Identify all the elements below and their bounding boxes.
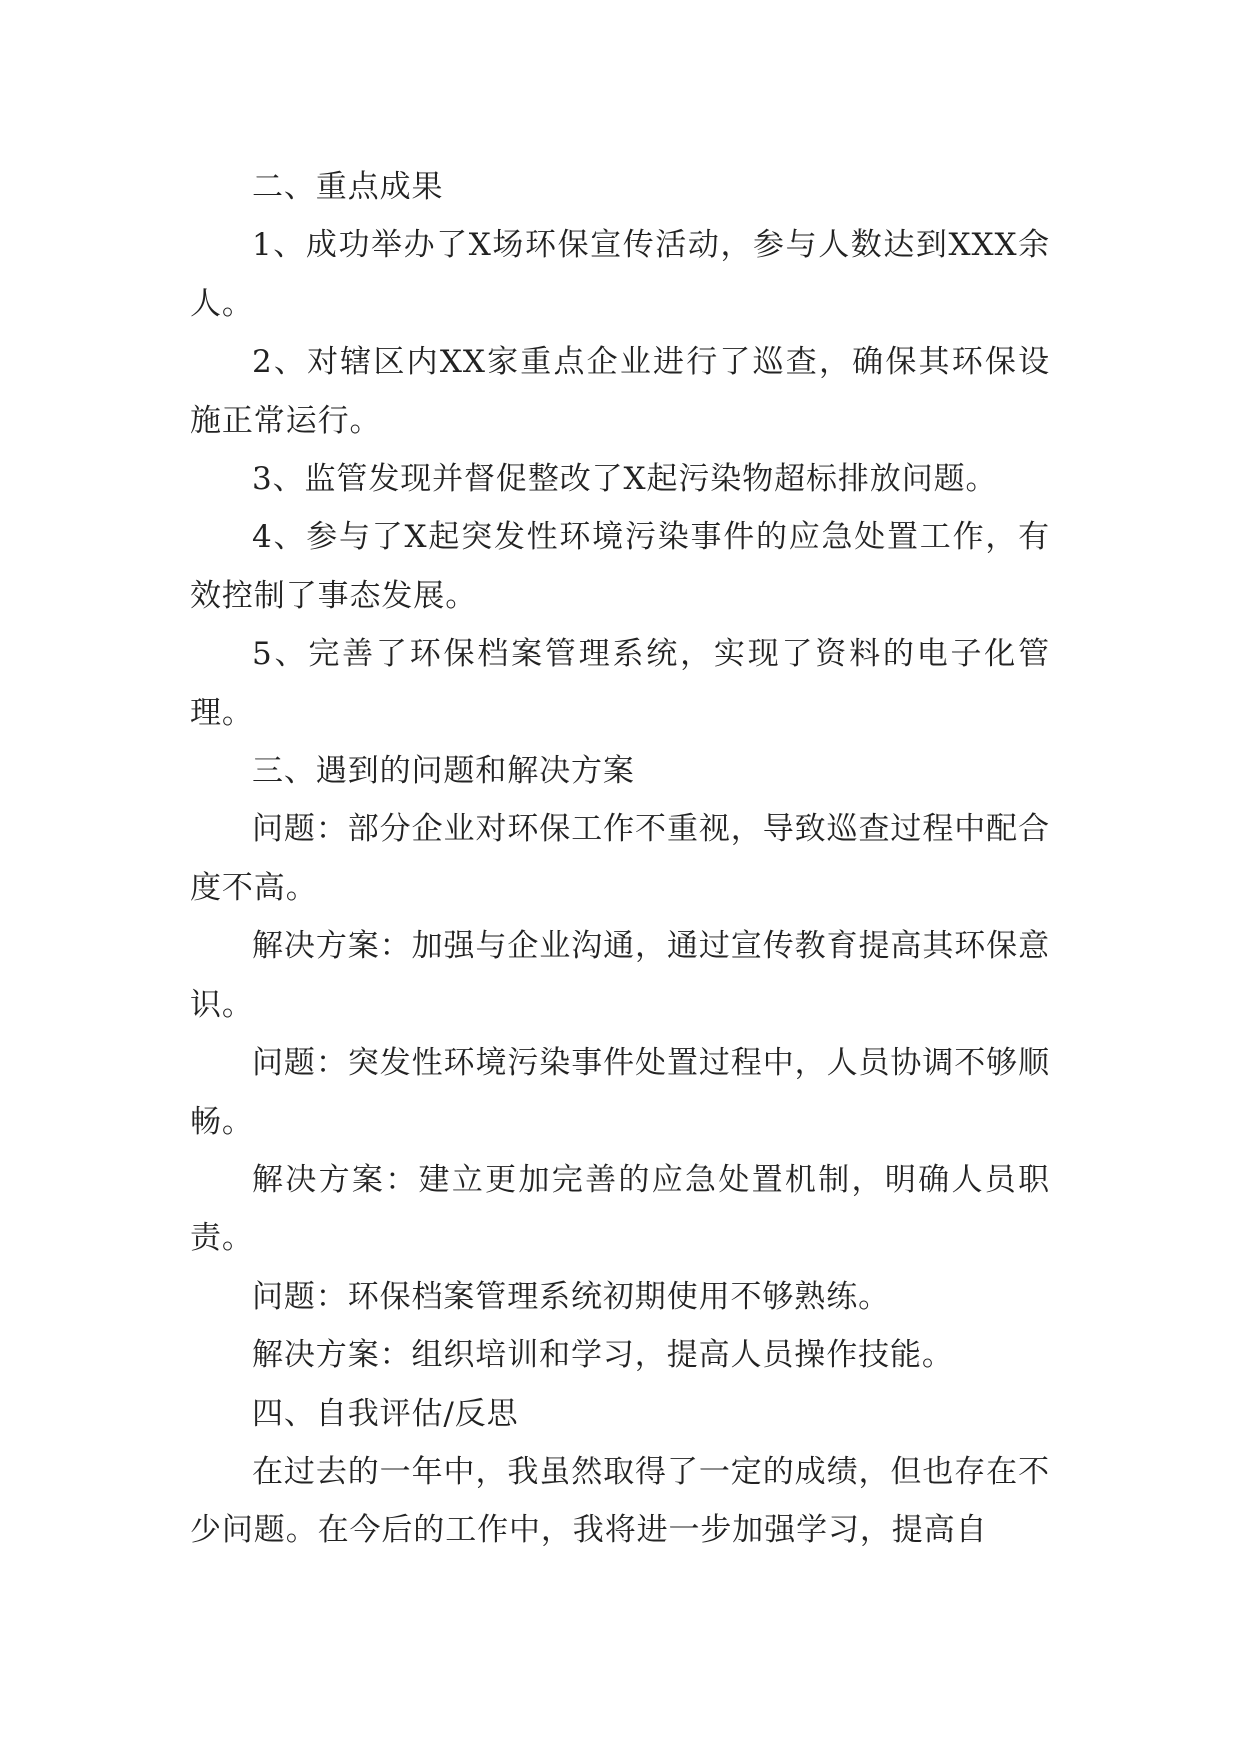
solution-3: 解决方案：组织培训和学习，提高人员操作技能。: [252, 1337, 954, 1374]
section-heading-self-assessment: 四、自我评估/反思: [252, 1395, 519, 1432]
result-item-2: 2、对辖区内XX家重点企业进行了巡查，确保其环保设施正常运行。: [190, 344, 1050, 439]
result-item-4: 4、参与了X起突发性环境污染事件的应急处置工作，有效控制了事态发展。: [190, 519, 1050, 614]
result-item-3: 3、监管发现并督促整改了X起污染物超标排放问题。: [252, 461, 998, 498]
document-body: [190, 158, 1050, 1560]
section-heading-problems: 三、遇到的问题和解决方案: [252, 753, 635, 790]
result-item-1: 1、成功举办了X场环保宣传活动，参与人数达到XXX余人。: [190, 227, 1050, 322]
section-heading-key-results: 二、重点成果: [252, 169, 444, 205]
self-assessment-paragraph: 在过去的一年中，我虽然取得了一定的成绩，但也存在不少问题。在今后的工作中，我将进一步加强学习，提高自: [190, 1453, 1050, 1549]
problem-1: 问题：部分企业对环保工作不重视，导致巡查过程中配合度不高。: [190, 811, 1050, 906]
problem-3: 问题：环保档案管理系统初期使用不够熟练。: [252, 1278, 890, 1315]
result-item-5: 5、完善了环保档案管理系统，实现了资料的电子化管理。: [190, 636, 1050, 731]
solution-2: 解决方案：建立更加完善的应急处置机制，明确人员职责。: [190, 1161, 1050, 1257]
problem-2: 问题：突发性环境污染事件处置过程中，人员协调不够顺畅。: [190, 1045, 1050, 1140]
solution-1: 解决方案：加强与企业沟通，通过宣传教育提高其环保意识。: [190, 928, 1050, 1023]
